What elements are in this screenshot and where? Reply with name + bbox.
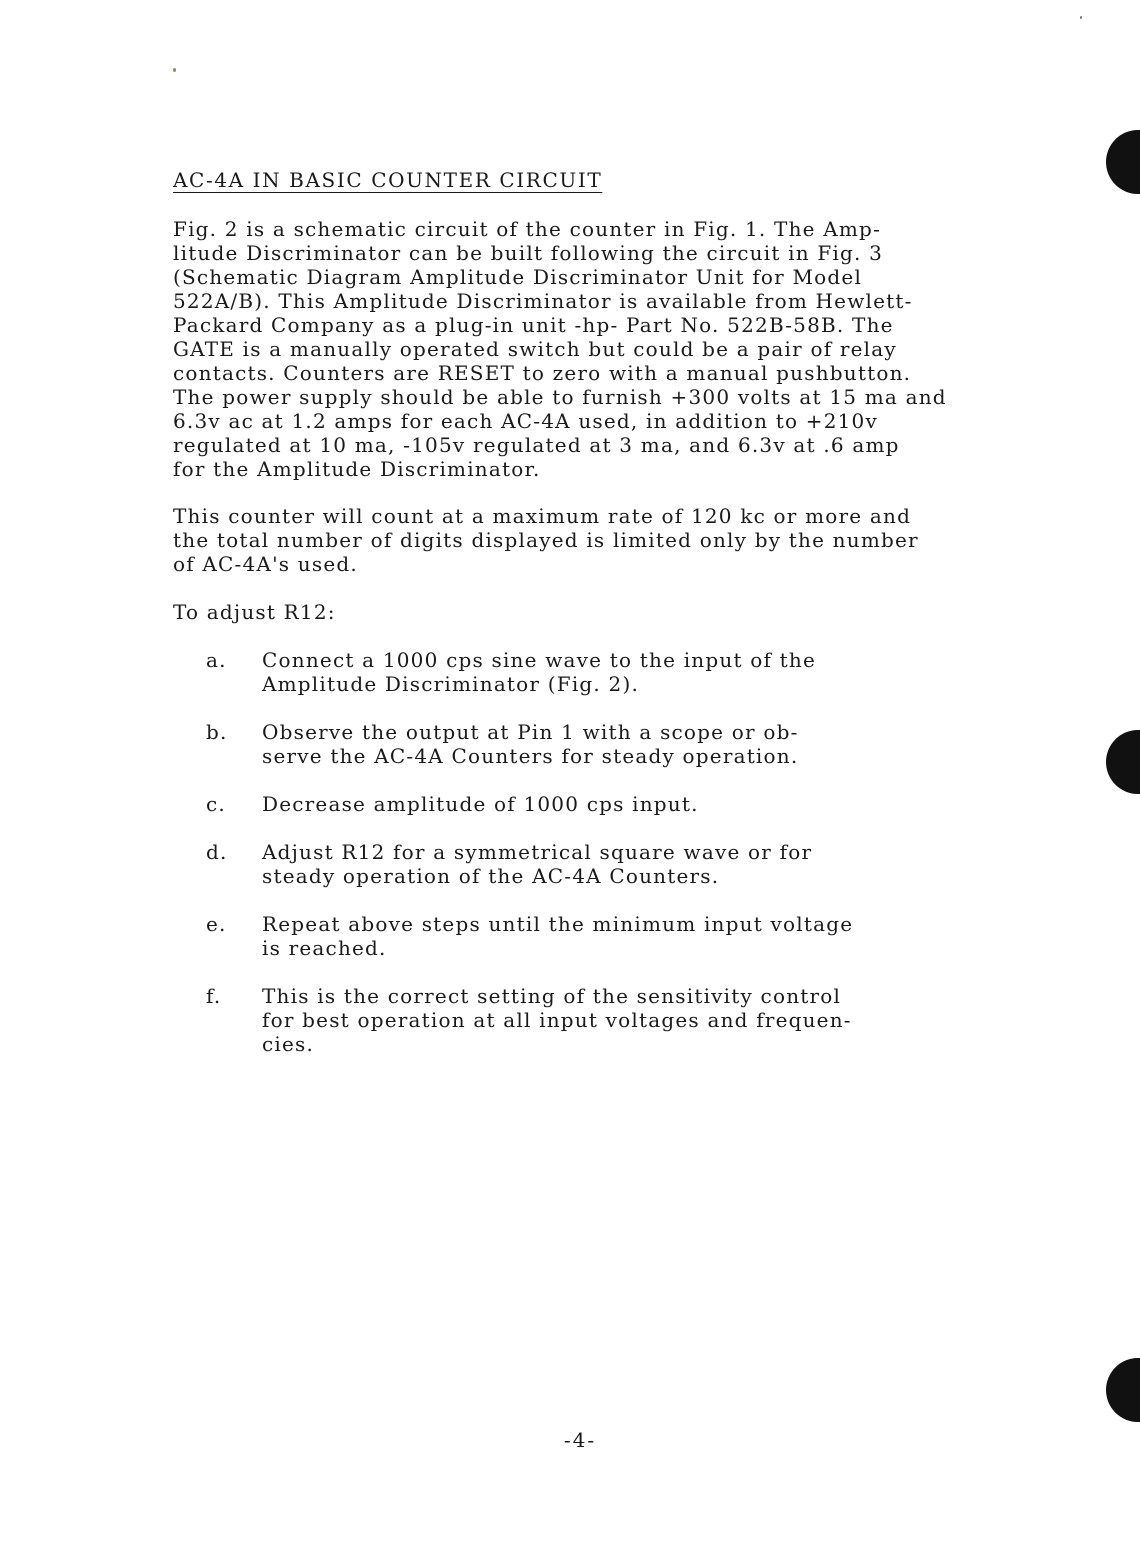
paragraph-line: Fig. 2 is a schematic circuit of the counter in Fig. 1. The Amp- xyxy=(173,217,882,241)
step-letter: b. xyxy=(206,720,228,744)
paragraph-line: litude Discriminator can be built following the circuit in Fig. 3 xyxy=(173,241,884,265)
paragraph-line: of AC-4A's used. xyxy=(173,552,358,576)
paragraph-line: for the Amplitude Discriminator. xyxy=(173,457,541,481)
step-line: for best operation at all input voltages and frequen- xyxy=(262,1008,852,1032)
step-letter: a. xyxy=(206,648,227,672)
paragraph-line: This counter will count at a maximum rate of 120 kc or more and xyxy=(173,504,912,528)
section-heading: AC-4A IN BASIC COUNTER CIRCUIT xyxy=(173,168,603,192)
step-text xyxy=(262,720,799,768)
paper-speck xyxy=(173,68,176,72)
step-line: Repeat above steps until the minimum input voltage xyxy=(262,912,854,936)
paragraph-line: The power supply should be able to furnish +300 volts at 15 ma and xyxy=(173,385,947,409)
step-line: Connect a 1000 cps sine wave to the input of the xyxy=(262,648,817,672)
paragraph-line: contacts. Counters are RESET to zero with a manual pushbutton. xyxy=(173,361,912,385)
step-letter: c. xyxy=(206,792,226,816)
binder-hole-top xyxy=(1106,130,1140,194)
paragraph-circuit-description xyxy=(173,217,993,481)
step-line: steady operation of the AC-4A Counters. xyxy=(262,864,720,888)
step-line: Amplitude Discriminator (Fig. 2). xyxy=(262,672,640,696)
step-text xyxy=(262,792,699,816)
step-letter: e. xyxy=(206,912,227,936)
paragraph-line: regulated at 10 ma, -105v regulated at 3 ma, and 6.3v at .6 amp xyxy=(173,433,900,457)
step-line: This is the correct setting of the sensitivity control xyxy=(262,984,842,1008)
paragraph-line: (Schematic Diagram Amplitude Discriminator Unit for Model xyxy=(173,265,863,289)
step-letter: f. xyxy=(206,984,222,1008)
step-line: Adjust R12 for a symmetrical square wave or for xyxy=(262,840,813,864)
step-letter: d. xyxy=(206,840,228,864)
step-line: serve the AC-4A Counters for steady operation. xyxy=(262,744,799,768)
binder-hole-bottom xyxy=(1106,1358,1140,1422)
binder-hole-middle xyxy=(1106,730,1140,794)
paragraph-line: To adjust R12: xyxy=(173,600,336,624)
step-text xyxy=(262,840,812,888)
paragraph-line: 522A/B). This Amplitude Discriminator is available from Hewlett- xyxy=(173,289,913,313)
paragraph-adjust-intro xyxy=(173,600,993,624)
paragraph-line: Packard Company as a plug-in unit -hp- Part No. 522B-58B. The xyxy=(173,313,894,337)
step-line: cies. xyxy=(262,1032,315,1056)
step-line: Observe the output at Pin 1 with a scope or ob- xyxy=(262,720,799,744)
page-number: -4- xyxy=(563,1428,597,1452)
paragraph-line: 6.3v ac at 1.2 amps for each AC-4A used, in addition to +210v xyxy=(173,409,878,433)
step-line: Decrease amplitude of 1000 cps input. xyxy=(262,792,699,816)
paragraph-count-rate xyxy=(173,504,993,576)
step-text xyxy=(262,648,816,696)
paper-speck xyxy=(1080,16,1082,19)
step-text xyxy=(262,912,853,960)
paragraph-line: the total number of digits displayed is limited only by the number xyxy=(173,528,919,552)
paragraph-line: GATE is a manually operated switch but could be a pair of relay xyxy=(173,337,897,361)
step-text xyxy=(262,984,852,1056)
step-line: is reached. xyxy=(262,936,387,960)
